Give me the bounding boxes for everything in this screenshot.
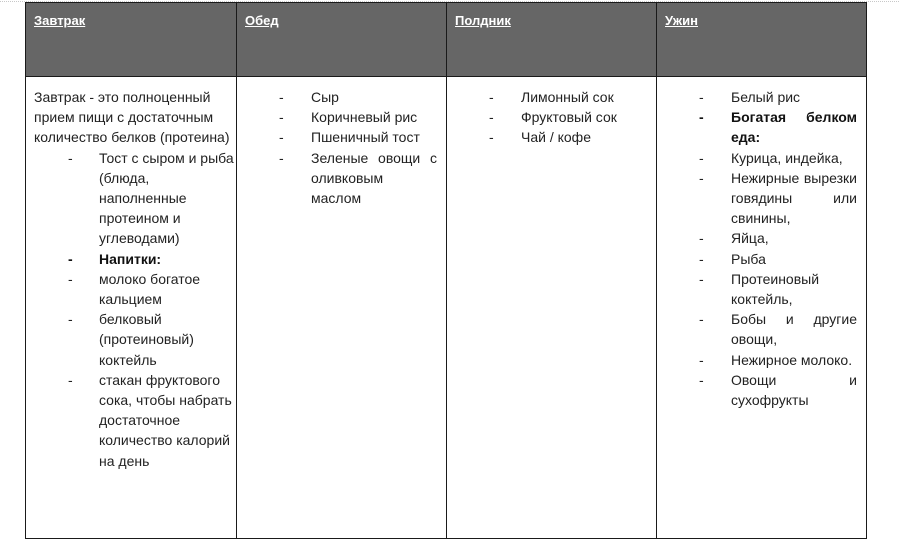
dash-bullet: - [699, 169, 704, 186]
dinner-item-text: Белый рис [731, 89, 801, 105]
dash-bullet: - [489, 129, 494, 146]
dinner-item [665, 309, 857, 349]
dash-bullet: - [68, 371, 73, 388]
lunch-item [245, 87, 437, 107]
header-cell-dinner [656, 2, 867, 77]
dinner-item [665, 370, 857, 410]
dash-bullet: - [699, 89, 704, 105]
cell-lunch [236, 76, 447, 539]
breakfast-item-text: молоко богатое кальцием [99, 270, 201, 308]
dinner-item-text: Бобы и другие овощи, [731, 311, 857, 348]
breakfast-item [34, 269, 234, 309]
dash-bullet: - [699, 109, 704, 126]
dinner-item [665, 269, 857, 309]
header-lunch: Обед [245, 13, 279, 28]
lunch-item-text: Сыр [311, 89, 339, 105]
cell-snack [446, 76, 657, 539]
snack-item-text: Фруктовый сок [521, 109, 617, 126]
snack-item [455, 87, 647, 107]
dash-bullet: - [489, 89, 494, 105]
lunch-item [245, 107, 437, 127]
dinner-item-text: Рыба [731, 250, 766, 267]
lunch-item-text: Зеленые овощи с оливковым маслом [311, 149, 437, 207]
lunch-list [245, 87, 437, 208]
breakfast-item [34, 249, 234, 269]
dash-bullet: - [68, 149, 73, 166]
breakfast-item [34, 309, 234, 370]
dash-bullet: - [68, 270, 73, 287]
lunch-item [245, 127, 437, 147]
dinner-item-text: Овощи и сухофрукты [731, 371, 857, 409]
snack-item [455, 127, 647, 147]
dash-bullet: - [279, 89, 284, 105]
snack-item [455, 107, 647, 127]
dinner-item [665, 148, 857, 168]
dash-bullet: - [699, 270, 704, 287]
dash-bullet: - [68, 250, 73, 267]
dinner-item-text: Курица, индейка, [731, 149, 843, 166]
lunch-item-text: Пшеничный тост [311, 129, 420, 146]
header-snack: Полдник [455, 13, 511, 28]
dinner-item-text: Нежирные вырезки говядины или свинины, [731, 169, 857, 227]
dinner-item [665, 87, 857, 107]
snack-list [455, 87, 647, 148]
dash-bullet: - [699, 230, 704, 247]
header-cell-snack [446, 2, 657, 77]
breakfast-item-text: стакан фруктового сока, чтобы набрать достаточное количество калорий на день [99, 371, 232, 469]
dash-bullet: - [279, 129, 284, 146]
header-cell-lunch [236, 2, 447, 77]
dinner-item [665, 350, 857, 370]
snack-item-text: Лимонный сок [521, 89, 614, 105]
lunch-item [245, 148, 437, 209]
dinner-item-text: Нежирное молоко. [731, 351, 853, 368]
lunch-item-text: Коричневый рис [311, 109, 418, 126]
dash-bullet: - [699, 250, 704, 267]
breakfast-list [34, 148, 234, 471]
breakfast-item-text: Тост с сыром и рыба (блюда, наполненные протеином и углеводами) [99, 149, 234, 247]
header-dinner: Ужин [665, 13, 698, 28]
header-cell-breakfast [25, 2, 237, 77]
dash-bullet: - [699, 311, 704, 328]
dash-bullet: - [699, 351, 704, 368]
dinner-item [665, 107, 857, 147]
breakfast-item [34, 370, 234, 471]
dash-bullet: - [699, 149, 704, 166]
dash-bullet: - [279, 149, 284, 166]
dinner-item [665, 168, 857, 229]
breakfast-item-text: белковый (протеиновый) коктейль [99, 311, 194, 368]
cell-breakfast [25, 76, 237, 539]
dash-bullet: - [68, 311, 73, 328]
cell-dinner [656, 76, 867, 539]
dash-bullet: - [489, 109, 494, 126]
breakfast-item [34, 148, 234, 249]
dinner-item [665, 228, 857, 248]
dinner-list [665, 87, 857, 410]
dash-bullet: - [699, 371, 704, 388]
dinner-item-text: Яйца, [731, 230, 769, 247]
breakfast-intro: Завтрак - это полноценный прием пищи с достаточным количество белков (протеина) [34, 89, 230, 146]
snack-item-text: Чай / кофе [521, 129, 591, 146]
dash-bullet: - [279, 109, 284, 126]
header-breakfast: Завтрак [34, 13, 86, 28]
breakfast-item-text: Напитки: [99, 250, 162, 267]
dinner-item [665, 249, 857, 269]
dinner-item-text: Богатая белком еда: [731, 109, 857, 146]
dinner-item-text: Протеиновый коктейль, [731, 270, 820, 308]
